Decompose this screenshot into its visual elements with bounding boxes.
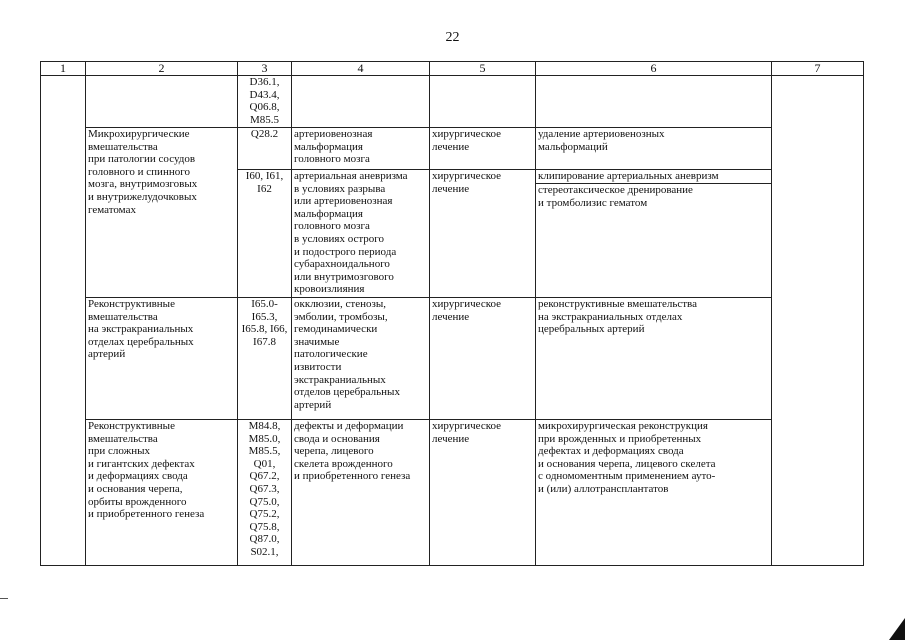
page-number: 22 (445, 30, 460, 45)
treatment-type-cell: хирургическое лечение (430, 170, 536, 298)
scan-edge-mark (0, 598, 8, 599)
header-row (41, 62, 864, 76)
col2-cell (86, 76, 238, 128)
procedure-name-cell: Реконструктивные вмешательства при сложных и гигантских дефектах и деформациях свода и основания черепа, орбиты врожденного и приобретенного генеза (86, 420, 238, 566)
diagnosis-cell: окклюзии, стенозы, эмболии, тромбозы, гемодинамически значимые патологические извитости экстракраниальных отделов церебральных артерий (292, 298, 430, 420)
code-cell: D36.1, D43.4, Q06.8, M85.5 (238, 76, 292, 128)
page-corner-fold (889, 618, 905, 640)
method-cell: удаление артериовенозных мальформаций (536, 128, 772, 170)
diagnosis-cell: артериовенозная мальформация головного мозга (292, 128, 430, 170)
treatment-type-cell: хирургическое лечение (430, 420, 536, 566)
method-cell (536, 76, 772, 128)
code-cell: M84.8, M85.0, M85.5, Q01, Q67.2, Q67.3, Q75.0, Q75.2, Q75.8, Q87.0, S02.1, (238, 420, 292, 566)
table-row (41, 298, 864, 420)
procedure-name-cell: Микрохирургические вмешательства при патологии сосудов головного и спинного мозга, внутримозговых и внутрижелудочковых гематомах (86, 128, 238, 298)
col7-cell (772, 76, 864, 566)
col-header-7: 7 (772, 62, 864, 76)
method-cell: реконструктивные вмешательства на экстракраниальных отделах церебральных артерий (536, 298, 772, 420)
col-header-6: 6 (536, 62, 772, 76)
treatment-type-cell: хирургическое лечение (430, 298, 536, 420)
treatment-type-cell: хирургическое лечение (430, 128, 536, 170)
code-cell: Q28.2 (238, 128, 292, 170)
col1-cell (41, 76, 86, 566)
col-header-2: 2 (86, 62, 238, 76)
col-header-4: 4 (292, 62, 430, 76)
code-cell: I65.0- I65.3, I65.8, I66, I67.8 (238, 298, 292, 420)
procedure-name-cell: Реконструктивные вмешательства на экстракраниальных отделах церебральных артерий (86, 298, 238, 420)
col-header-5: 5 (430, 62, 536, 76)
procedures-table (40, 61, 864, 566)
table-row (41, 76, 864, 128)
diagnosis-cell: артериальная аневризма в условиях разрыва или артериовенозная мальформация головного мозга в условиях острого и подострого периода субарахноидального или внутримозгового кровоизлияния (292, 170, 430, 298)
table-row (41, 128, 864, 170)
code-cell: I60, I61, I62 (238, 170, 292, 298)
diagnosis-cell (292, 76, 430, 128)
diagnosis-cell: дефекты и деформации свода и основания черепа, лицевого скелета врожденного и приобретенного генеза (292, 420, 430, 566)
method-cell: микрохирургическая реконструкция при врожденных и приобретенных дефектах и деформациях свода и основания черепа, лицевого скелета с одномоментным применением ауто- и (или) аллотрансплантатов (536, 420, 772, 566)
method-cell: клипирование артериальных аневризм (536, 170, 772, 184)
col-header-1: 1 (41, 62, 86, 76)
table-row (41, 420, 864, 566)
method-cell: стереотаксическое дренирование и тромболизис гематом (536, 184, 772, 298)
col-header-3: 3 (238, 62, 292, 76)
treatment-type-cell (430, 76, 536, 128)
